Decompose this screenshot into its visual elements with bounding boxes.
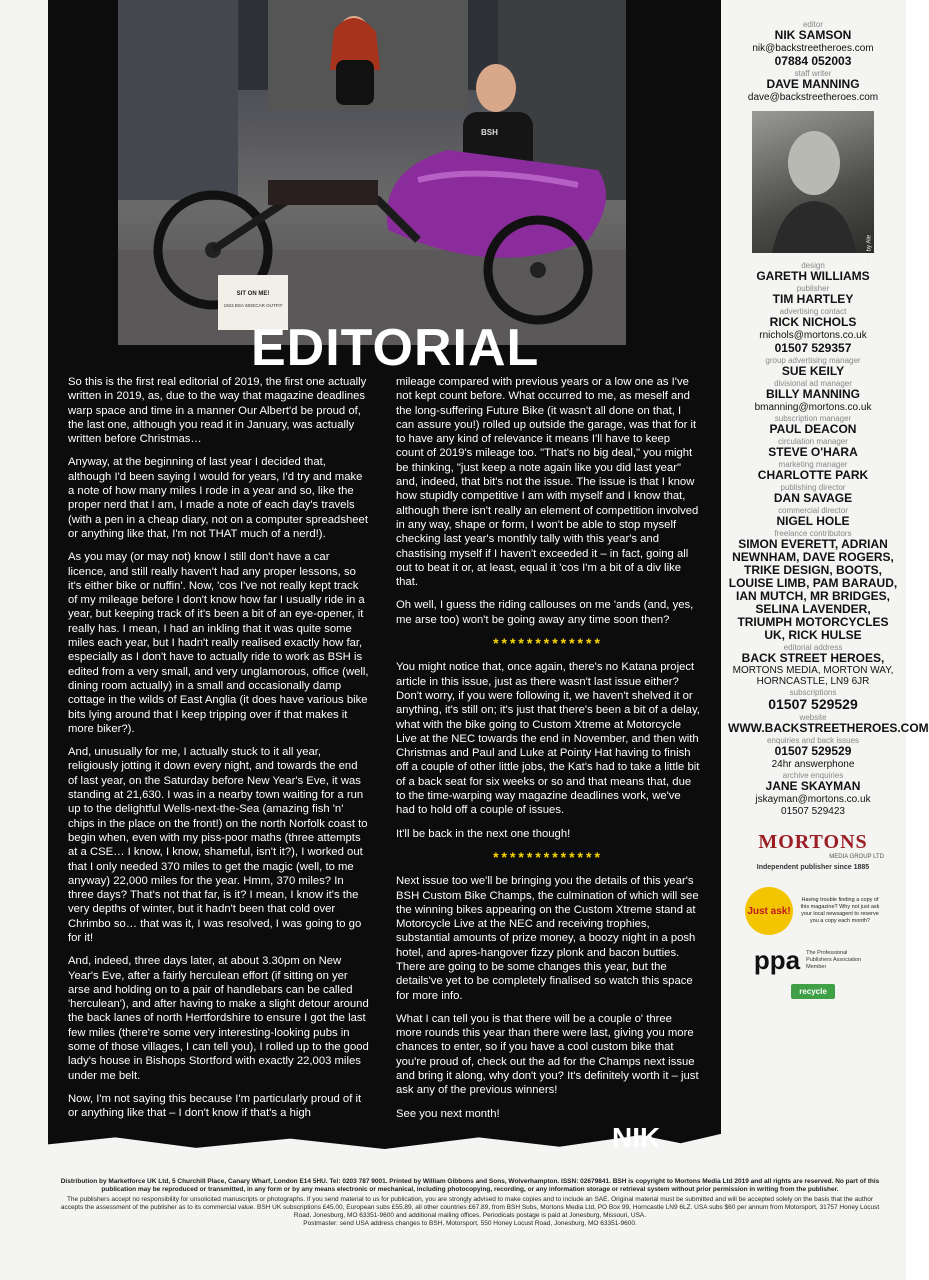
staff-name: 01507 529529: [774, 744, 852, 758]
paragraph: So this is the first real editorial of 2019, the first one actually written in 2019, as, due to the way that magazine deadlines warp space and time in a manner Our Albert'd be proud of, the last one, although you read it in January, was actually written before Christmas…: [68, 376, 367, 446]
paragraph: Oh well, I guess the riding callouses on me 'ands (and, yes, me arse too) won't be going away any time soon then?: [396, 599, 694, 626]
staff-role: commercial director: [778, 506, 848, 515]
ppa-text: The Professional Publishers Association Member: [806, 950, 862, 970]
staff-detail: nik@backstreetheroes.com: [752, 43, 874, 54]
staff-entry: [728, 330, 898, 341]
staff-role: editor: [802, 20, 823, 29]
staff-name: 01507 529357: [774, 341, 852, 355]
staff-sidebar: [728, 20, 929, 999]
section-divider: *************: [493, 848, 603, 865]
staff-entry: [728, 307, 898, 329]
paragraph: You might notice that, once again, there's no Katana project article in this issue, just as there wasn't last issue either? Don't worry, if you were following it, we haven't shelved it or anything, it's still on; it's just that there's been a bit of a delay, what with the bike going to Custom Xtreme at Motorcycle Live at the NEC towards the end in November, and then with Christmas and Paul and Luke at Pointy Hat having to finish off a couple of other little jobs, the Kat's had to take a little bit of a back seat for six weeks or so and that means that, due to the time-warping way magazine deadlines work, we've had to hold off a couple of issues.: [396, 661, 700, 817]
staff-entry: [728, 713, 929, 735]
paragraph: And, indeed, three days later, at about 3.30pm on New Year's Eve, after a fairly herculean effort (if sitting on yer arse and holding on to a pair of handlebars can be called 'herculean'), and after having to make a slight detour around the back lanes of north Hertfordshire to ensure I got the last few miles (there're some very interesting-looking pubs in some of those villages, I can tell you), I rolled up to the good lady's house in Bishops Stortford with exactly 22,003 miles under me belt.: [68, 955, 369, 1082]
staff-role: group advertising manager: [765, 356, 861, 365]
staff-role: advertising contact: [779, 307, 847, 316]
staff-entry: [728, 794, 898, 805]
staff-name: 07884 052003: [774, 54, 852, 68]
ppa-logo: ppa: [753, 945, 801, 975]
staff-name: RICK NICHOLS: [769, 315, 857, 329]
staff-entry: [728, 55, 898, 68]
staff-name: PAUL DEACON: [769, 422, 857, 436]
staff-name: SUE KEILY: [781, 364, 845, 378]
staff-name: JANE SKAYMAN: [765, 779, 861, 793]
staff-entry: [728, 92, 898, 103]
mortons-name: MORTONS: [758, 831, 868, 853]
staff-entry: [728, 379, 898, 401]
staff-entry: [728, 529, 898, 642]
staff-role: design: [801, 261, 825, 270]
staff-role: archive enquiries: [782, 771, 844, 780]
editorial-photo: [118, 0, 626, 345]
staff-role: website: [799, 713, 827, 722]
staff-entry: [728, 402, 898, 413]
staff-role: editorial address: [783, 643, 843, 652]
staff-role: divisional ad manager: [774, 379, 852, 388]
footer-line: Distribution by Marketforce UK Ltd, 5 Churchill Place, Canary Wharf, London E14 5HU. Tel: 0203 787 9001. Printed by William Gibbons and Sons, Wolverhampton. ISSN: 02679841. BSH is copyright to Mortons Media Ltd 2019 and all rights are reserved. No part of this publication may be reproduced or transmitted, in any form or by any means electronic or mechanical, including photocopying, recording, or any information storage or retrieval system without prior permission in writing from the publisher.: [60, 1178, 880, 1193]
staff-entry: [728, 261, 898, 283]
staff-name: STEVE O'HARA: [768, 445, 858, 459]
recycle-logo: recycle: [791, 984, 835, 999]
staff-entry: [728, 506, 898, 528]
staff-name: DAVE MANNING: [766, 77, 860, 91]
staff-entry: [728, 806, 898, 817]
staff-name: WWW.BACKSTREETHEROES.COM: [728, 721, 929, 735]
staff-entry: [728, 20, 898, 42]
staff-role: marketing manager: [778, 460, 848, 469]
staff-role: circulation manager: [778, 437, 848, 446]
staff-entry: [728, 736, 898, 758]
staff-entry: [728, 771, 898, 793]
staff-entry: [728, 437, 898, 459]
mortons-group: MEDIA GROUP LTD: [829, 854, 884, 860]
newsagent-text: Having trouble finding a copy of this magazine? Why not just ask your local newsagent to reserve you a copy each month?: [800, 897, 880, 924]
photo-sign-title: SIT ON ME!: [236, 291, 270, 297]
staff-detail: rnichols@mortons.co.uk: [759, 330, 867, 341]
column-left: [68, 375, 370, 1130]
staff-entry: [728, 414, 898, 436]
paragraph: Next issue too we'll be bringing you the details of this year's BSH Custom Bike Champs, the culmination of which will see the winning bikes appearing on the Custom Xtreme stand at Motorcycle Live at the NEC and receiving trophies, substantial amounts of prize money, a boozy night in a posh hotel, and apres-hangover fizzy plonk and bacon butties. There are going to be some changes this year, but the details've yet to be completely finalised so watch this space for more info.: [396, 875, 699, 1002]
staff-entry: [728, 643, 898, 687]
staff-role: staff writer: [794, 69, 832, 78]
staff-detail: MORTONS MEDIA, MORTON WAY, HORNCASTLE, LN9 6JR: [732, 665, 894, 687]
staff-entry: [728, 759, 898, 770]
page-title: EDITORIAL: [251, 319, 540, 377]
paragraph: See you next month!: [396, 1107, 500, 1120]
staff-role: subscription manager: [774, 414, 852, 423]
paragraph: As you may (or may not) know I still don't have a car licence, and still really haven't had any proper lessons, so it's either bike or nuffin'. Now, 'cos I've not really kept track of my mileage before I don't know how far I usually ride in a year, but keeping track of it's been a bit of an eye-opener, it really has. I mean, I had an inkling that it was quite some miles each year, but I hadn't really realised exactly how far, especially as I don't have to actually ride to work as BSH is edited from a very small, and very unglamorous, office (well, dining room actually) in a small and occasionally damp cottage in the wilds of East Anglia (it does have various bike bits lying around that I keep tripping over if that makes it more biker?).: [68, 551, 369, 735]
staff-name: BILLY MANNING: [765, 387, 860, 401]
paragraph: Anyway, at the beginning of last year I decided that, although I'd been saying I would for years, I'd try and make a note of how many miles I rode in a year and so, like the proper nerd that I am, I made a note of each day's travels (with a pen in a cheap diary, not on a computer spreadsheet or anything like that, I'm not THAT much of a nerd!).: [68, 456, 368, 540]
bsh-shirt-logo: BSH: [481, 128, 498, 137]
paragraph: It'll be back in the next one though!: [396, 827, 571, 840]
paragraph: What I can tell you is that there will be a couple o' three more rounds this year than there were last, giving you more chances to enter, so if you have a cool custom bike that you're proud of, check out the ad for the Champs next issue and bring it along, why don't you? It's definitely worth it – just ask any of the previous winners!: [396, 1012, 699, 1097]
staff-role: subscriptions: [789, 688, 837, 697]
staff-role: freelance contributors: [774, 529, 852, 538]
staff-phone: 01507 529529: [768, 696, 858, 712]
staff-name: NIGEL HOLE: [776, 514, 850, 528]
editor-signature: NIK: [612, 1122, 661, 1153]
staff-detail: bmanning@mortons.co.uk: [754, 402, 872, 413]
staff-detail: 24hr answerphone: [771, 759, 855, 770]
portrait-illustration: [752, 111, 874, 253]
photo-sign-text: 1923 BSA SIDECAR OUTFIT: [223, 303, 283, 308]
mortons-logo: [728, 831, 898, 871]
staff-role: enquiries and back issues: [766, 736, 860, 745]
staff-detail: dave@backstreetheroes.com: [747, 92, 879, 103]
footer-line: The publishers accept no responsibility for unsolicited manuscripts or photographs. If you send material to us for publication, you are strongly advised to make copies and to include an SAE. Original material must be submitted and will be accepted solely on the basis that the author accepts the assessment of the publisher as to its commercial value. BSH UK subscriptions £45.00, European subs £55.89, all other countries £67.89, from BSH Subs, Mortons Media Ltd, PO Box 99, Horncastle LN9 6LZ. USA subs $60 per annum from Motorsport, 31757 Honey Locust Road, Jonesburg, MO 63351-9600 and additional mailing offices. Periodicals postage is paid at Jonesburg, Missouri, USA.: [60, 1196, 880, 1219]
staff-name: SIMON EVERETT, ADRIAN NEWNHAM, DAVE ROGERS, TRIKE DESIGN, BOOTS, LOUISE LIMB, PAM BARAUD, IAN MUTCH, MR BRIDGES, SELINA LAVENDER, TRIUMPH MOTORCYCLES UK, RICK HULSE: [728, 537, 898, 642]
staff-name: TIM HARTLEY: [772, 292, 854, 306]
staff-entry: [728, 43, 898, 54]
section-divider: *************: [493, 635, 603, 652]
staff-detail: 01507 529423: [781, 806, 845, 817]
staff-name: DAN SAVAGE: [773, 491, 853, 505]
staff-entry: [728, 69, 898, 91]
staff-entry: [728, 483, 898, 505]
sidecar-illustration: [118, 0, 626, 345]
staff-name: GARETH WILLIAMS: [756, 269, 870, 283]
staff-name: BACK STREET HEROES,: [741, 651, 885, 665]
ppa-member: [728, 945, 898, 976]
staff-detail: jskayman@mortons.co.uk: [755, 794, 871, 805]
staff-entry: [728, 284, 898, 306]
staff-entry: [728, 342, 898, 355]
footer-line: Postmaster: send USA address changes to BSH, Motorsport, 550 Honey Locust Road, Jonesburg, MO 63351-9600.: [303, 1220, 637, 1227]
staff-entry: [728, 460, 898, 482]
paragraph: And, unusually for me, I actually stuck to it all year, religiously jotting it down every night, and towards the end of last year, on the Saturday before New Year's Eve, it was standing at 21,630. I was in a nearby town waiting for a run up to the delightful Wells-next-the-Sea (amazing fish 'n' chips in the place on the front!) on the north Norfolk coast to begin when, even with my piss-poor maths (three attempts at a CSE… I know, I know, shameful, isn't it?), I worked out that I only needed 370 miles to get the magic (well, to me anyway) 22,000 miles for the year. Hmm, 370 miles? In three days? That's not that far, is it? I mean, I know it's the very depths of winter, but it hadn't been that cold over Chrimbo so… that was it, I was resolved, I was going to go for it!: [68, 746, 368, 944]
paragraph: Now, I'm not saying this because I'm particularly proud of it or anything like that – I don't know if that's a high: [68, 1092, 362, 1120]
newsagent-promo: [728, 887, 898, 935]
column-right: [396, 375, 700, 1130]
staff-role: publisher: [796, 284, 830, 293]
staff-entry: [728, 688, 898, 712]
pic-credit: Pic by Ale: [866, 235, 872, 262]
staff-entry: [728, 356, 898, 378]
just-ask-badge: Just ask!: [745, 887, 793, 935]
staff-name: NIK SAMSON: [774, 28, 852, 42]
mortons-tagline: Independent publisher since 1885: [756, 864, 870, 871]
publisher-footer: [60, 1178, 880, 1228]
editor-portrait: [752, 111, 874, 262]
paragraph: mileage compared with previous years or a low one as I've not kept count before. What occurred to me, as meself and the long-suffering Future Bike (it wasn't all done on that, I can assure you!) rolled up outside the garage, was that for it to have any kind of relevance it means I'll have to keep count of 2019's mileage too. "That's no big deal," you might be thinking, "just keep a note again like you did last year" and, indeed, that bit's not the issue. The issue is that I know how stupidly competitive I am with myself and I know that, although there isn't really an element of competition involved in any way, shape or form, I won't be able to stop myself checking last year's monthly tally with this year's and chastising myself if I haven't exceeded it – in fact, going all out to beat it or, at least, equal it 'cos I'm a bit of a div like that.: [396, 376, 699, 589]
staff-role: publishing director: [780, 483, 846, 492]
staff-name: CHARLOTTE PARK: [757, 468, 869, 482]
